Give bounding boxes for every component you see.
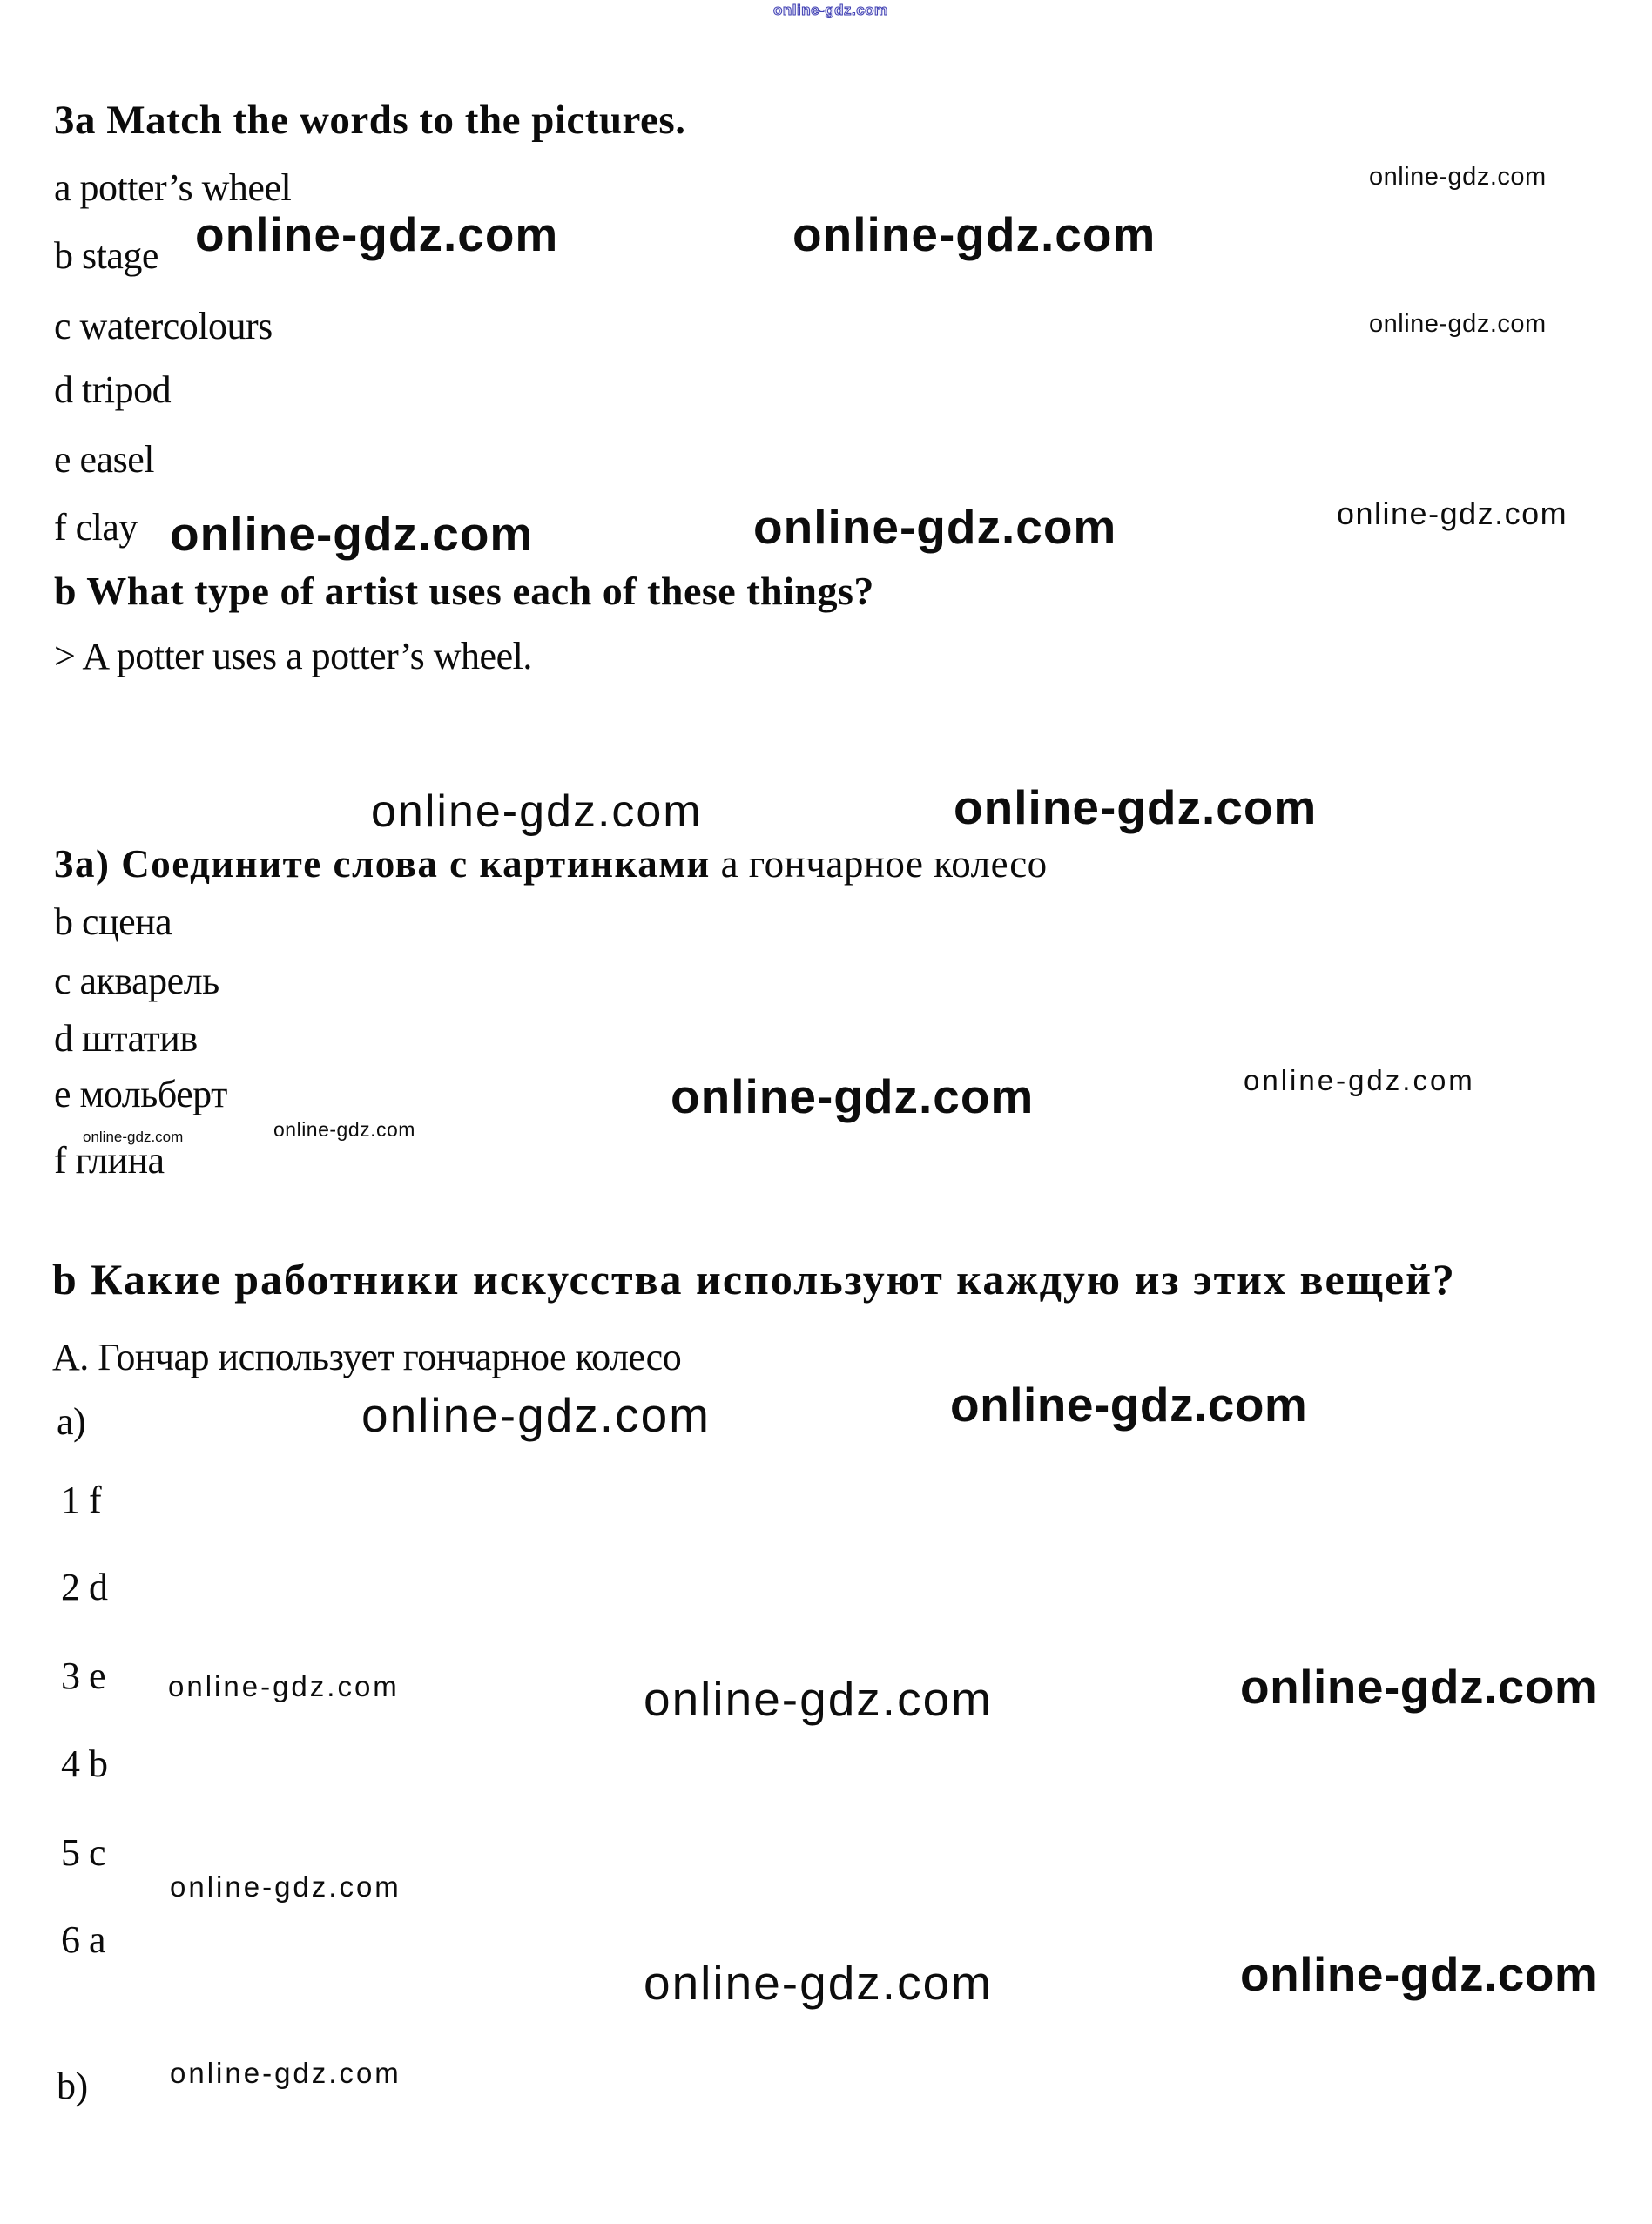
- answer-match-1: 1 f: [61, 1479, 102, 1521]
- translation-3a-heading: [54, 844, 1048, 885]
- watermark-online-gdz: online-gdz.com: [1240, 1660, 1598, 1714]
- watermark-online-gdz: online-gdz.com: [792, 207, 1156, 261]
- watermark-online-gdz: online-gdz.com: [1369, 310, 1547, 338]
- watermark-online-gdz: online-gdz.com: [170, 1870, 401, 1903]
- watermark-online-gdz: online-gdz.com: [170, 507, 534, 561]
- exercise-3b-heading: b What type of artist uses each of these things?: [54, 569, 874, 613]
- watermark-online-gdz: online-gdz.com: [1240, 1947, 1598, 2001]
- translation-item-c: c акварель: [54, 960, 219, 1002]
- answer-match-2: 2 d: [61, 1566, 108, 1608]
- translation-item-d: d штатив: [54, 1017, 198, 1060]
- watermark-online-gdz: online-gdz.com: [773, 2, 888, 18]
- answer-match-4: 4 b: [61, 1742, 108, 1785]
- watermark-online-gdz: online-gdz.com: [753, 500, 1117, 554]
- answer-match-6: 6 a: [61, 1918, 106, 1961]
- answer-match-3: 3 e: [61, 1655, 106, 1697]
- watermark-online-gdz: online-gdz.com: [361, 1388, 711, 1442]
- answer-part-a-label: a): [57, 1400, 86, 1443]
- watermark-online-gdz: online-gdz.com: [168, 1670, 400, 1702]
- word-item-f: f clay: [54, 506, 138, 549]
- watermark-online-gdz: online-gdz.com: [644, 1956, 993, 2010]
- exercise-3a-heading: 3a Match the words to the pictures.: [54, 98, 686, 143]
- translation-item-f: f глина: [54, 1139, 165, 1182]
- watermark-online-gdz: online-gdz.com: [195, 207, 559, 261]
- word-item-d: d tripod: [54, 368, 172, 411]
- watermark-online-gdz: online-gdz.com: [273, 1118, 415, 1141]
- word-item-c: c watercolours: [54, 305, 273, 347]
- translation-3a-heading-bold: 3а) Соедините слова с картинками: [54, 842, 711, 886]
- watermark-online-gdz: online-gdz.com: [644, 1672, 993, 1726]
- watermark-online-gdz: online-gdz.com: [1369, 163, 1547, 191]
- word-item-b: b stage: [54, 234, 158, 277]
- watermark-online-gdz: online-gdz.com: [954, 780, 1318, 834]
- exercise-3b-example: > A potter uses a potter’s wheel.: [54, 635, 532, 677]
- watermark-online-gdz: online-gdz.com: [950, 1378, 1308, 1432]
- watermark-online-gdz: online-gdz.com: [83, 1129, 184, 1145]
- translation-3b-heading: b Какие работники искусства используют каждую из этих вещей?: [52, 1255, 1456, 1304]
- translation-3b-example: А. Гончар использует гончарное колесо: [52, 1336, 682, 1378]
- answer-match-5: 5 c: [61, 1831, 106, 1874]
- watermark-online-gdz: online-gdz.com: [1244, 1064, 1475, 1096]
- watermark-online-gdz: online-gdz.com: [170, 2057, 401, 2089]
- translation-item-b: b сцена: [54, 900, 172, 943]
- watermark-online-gdz: online-gdz.com: [1337, 495, 1568, 531]
- translation-item-e: e мольберт: [54, 1073, 227, 1115]
- watermark-online-gdz: online-gdz.com: [371, 786, 703, 837]
- watermark-online-gdz: online-gdz.com: [671, 1069, 1035, 1123]
- word-item-a: a potter’s wheel: [54, 166, 292, 209]
- answer-part-b-label: b): [57, 2065, 88, 2107]
- translation-item-a: а гончарное колесо: [710, 842, 1048, 886]
- word-item-e: e easel: [54, 438, 154, 481]
